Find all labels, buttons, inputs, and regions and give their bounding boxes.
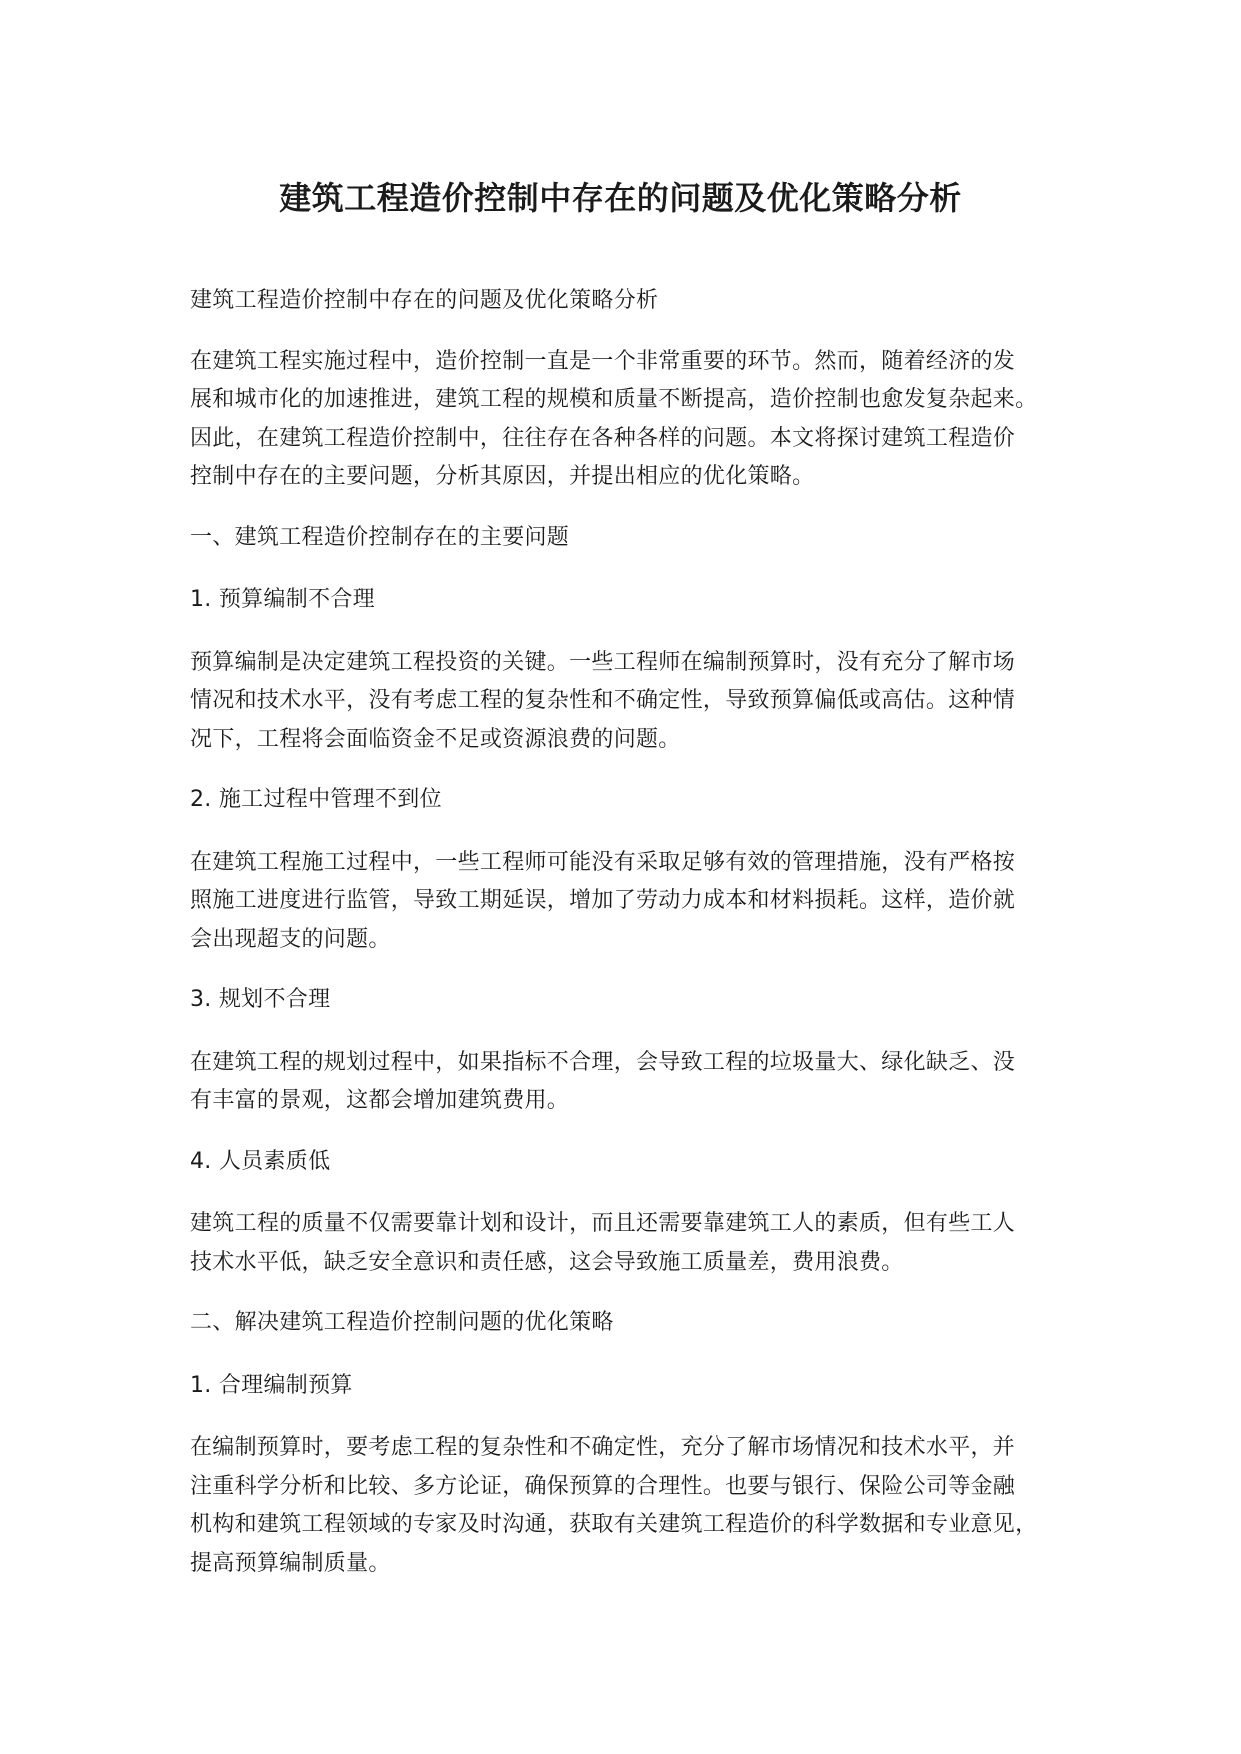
subtitle: 建筑工程造价控制中存在的问题及优化策略分析 bbox=[190, 288, 659, 313]
item-heading: 3. 规划不合理 bbox=[190, 987, 331, 1012]
paragraph-line: 提高预算编制质量。 bbox=[190, 1550, 391, 1576]
paragraph-line: 注重科学分析和比较、多方论证，确保预算的合理性。也要与银行、保险公司等金融 bbox=[190, 1473, 1016, 1499]
item-heading: 1. 预算编制不合理 bbox=[190, 587, 375, 612]
item-paragraph bbox=[190, 644, 1080, 760]
item-paragraph bbox=[190, 844, 1080, 960]
paragraph-line: 机构和建筑工程领域的专家及时沟通，获取有关建筑工程造价的科学数据和专业意见， bbox=[190, 1512, 1038, 1537]
paragraph-line: 有丰富的景观，这都会增加建筑费用。 bbox=[190, 1088, 570, 1113]
paragraph-line: 预算编制是决定建筑工程投资的关键。一些工程师在编制预算时，没有充分了解市场 bbox=[190, 649, 1016, 675]
paragraph-line: 况下，工程将会面临资金不足或资源浪费的问题。 bbox=[190, 726, 681, 752]
section-heading-1: 一、建筑工程造价控制存在的主要问题 bbox=[190, 524, 570, 550]
paragraph-line: 会出现超支的问题。 bbox=[190, 926, 391, 952]
document-body bbox=[190, 282, 1080, 1583]
paragraph-line: 在编制预算时，要考虑工程的复杂性和不确定性，充分了解市场情况和技术水平，并 bbox=[190, 1435, 1016, 1460]
item-heading: 2. 施工过程中管理不到位 bbox=[190, 787, 442, 812]
paragraph-line: 建筑工程的质量不仅需要靠计划和设计，而且还需要靠建筑工人的素质，但有些工人 bbox=[190, 1211, 1016, 1236]
paragraph-line: 因此，在建筑工程造价控制中，往往存在各种各样的问题。本文将探讨建筑工程造价 bbox=[190, 425, 1016, 451]
paragraph-line: 展和城市化的加速推进，建筑工程的规模和质量不断提高，造价控制也愈发复杂起来。 bbox=[190, 387, 1038, 412]
document-title: 建筑工程造价控制中存在的问题及优化策略分析 bbox=[279, 179, 962, 217]
section-heading-2: 二、解决建筑工程造价控制问题的优化策略 bbox=[190, 1310, 614, 1335]
paragraph-line: 技术水平低，缺乏安全意识和责任感，这会导致施工质量差，费用浪费。 bbox=[190, 1249, 904, 1275]
intro-paragraph bbox=[190, 343, 1080, 497]
paragraph-line: 情况和技术水平，没有考虑工程的复杂性和不确定性，导致预算偏低或高估。这种情 bbox=[190, 688, 1016, 713]
paragraph-line: 在建筑工程的规划过程中，如果指标不合理，会导致工程的垃圾量大、绿化缺乏、没 bbox=[190, 1049, 1016, 1075]
item-heading: 1. 合理编制预算 bbox=[190, 1372, 353, 1398]
paragraph-line: 在建筑工程实施过程中，造价控制一直是一个非常重要的环节。然而，随着经济的发 bbox=[190, 348, 1016, 374]
paragraph-line: 照施工进度进行监管，导致工期延误，增加了劳动力成本和材料损耗。这样，造价就 bbox=[190, 888, 1016, 913]
item-heading: 4. 人员素质低 bbox=[190, 1148, 331, 1174]
paragraph-line: 在建筑工程施工过程中，一些工程师可能没有采取足够有效的管理措施，没有严格按 bbox=[190, 849, 1016, 875]
item-paragraph bbox=[190, 1044, 1080, 1121]
item-paragraph bbox=[190, 1205, 1080, 1282]
item-paragraph bbox=[190, 1429, 1080, 1583]
paragraph-line: 控制中存在的主要问题，分析其原因，并提出相应的优化策略。 bbox=[190, 464, 815, 489]
